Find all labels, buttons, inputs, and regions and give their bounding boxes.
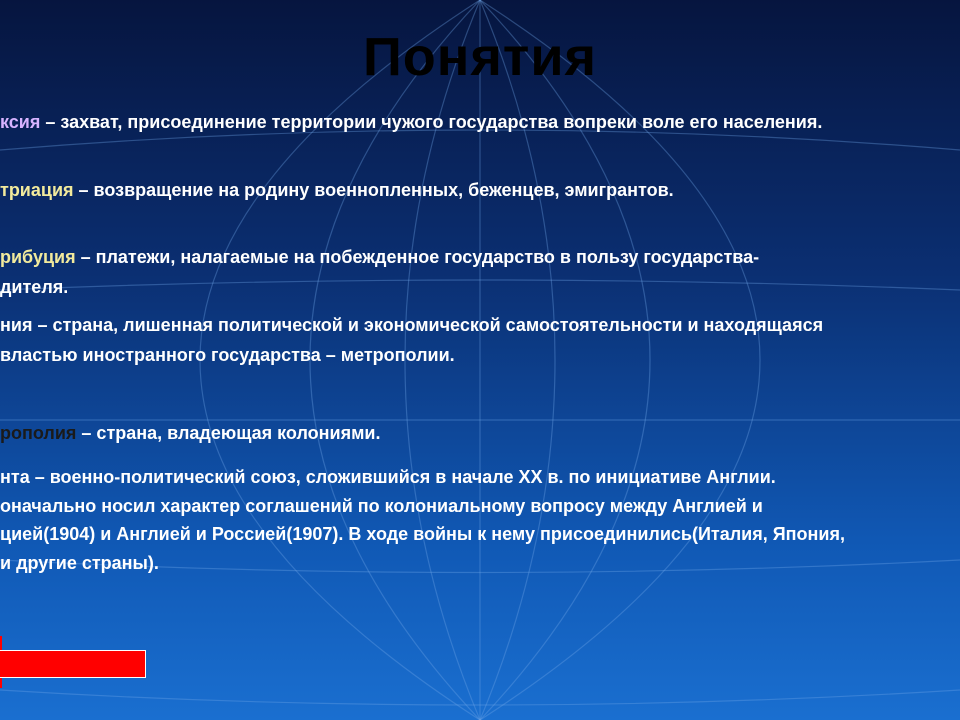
definition-entente-line2: оначально носил характер соглашений по колониальному вопросу между Англией и	[0, 496, 763, 516]
red-marker-bottom	[0, 678, 2, 688]
term-contribution: рибуция	[0, 247, 76, 267]
definition-text: – возвращение на родину военнопленных, беженцев, эмигрантов.	[73, 180, 674, 200]
definition-text: – страна, лишенная политической и экономической самостоятельности и находящаяся	[32, 315, 824, 335]
definition-annexation	[0, 111, 822, 133]
term-entente: нта	[0, 467, 30, 487]
definition-entente-line3: цией(1904) и Англией и Россией(1907). В ходе войны к нему присоединились(Италия, Япония,	[0, 524, 845, 544]
definition-colony-line2: властью иностранного государства – метрополии.	[0, 345, 455, 365]
definition-text: – страна, владеющая колониями.	[76, 423, 381, 443]
slide-title: Понятия	[362, 27, 598, 87]
definition-entente	[0, 466, 776, 488]
definition-contribution-line2: дителя.	[0, 277, 69, 297]
definition-repatriation	[0, 179, 674, 201]
definition-entente-line4: и другие страны).	[0, 553, 159, 573]
red-marker	[0, 636, 2, 650]
definition-text: – захват, присоединение территории чужого государства вопреки воле его населения.	[40, 112, 823, 132]
term-metropolis: рополия	[0, 423, 77, 443]
definition-metropolis	[0, 422, 381, 444]
definition-text: – платежи, налагаемые на побежденное государство в пользу государства-	[75, 247, 760, 267]
definition-colony	[0, 314, 823, 336]
definition-contribution	[0, 246, 759, 268]
term-colony: ния	[0, 315, 33, 335]
red-navigation-button[interactable]	[0, 650, 146, 678]
term-annexation: ксия	[0, 112, 41, 132]
definition-text: – военно-политический союз, сложившийся в начале XX в. по инициативе Англии.	[29, 467, 776, 487]
term-repatriation: триация	[0, 180, 74, 200]
